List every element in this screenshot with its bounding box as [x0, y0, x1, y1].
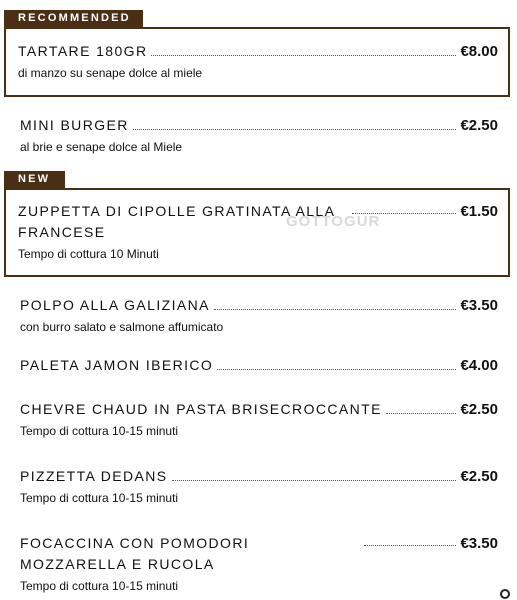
- recommended-badge: RECOMMENDED: [4, 10, 143, 27]
- item-name: PALETA JAMON IBERICO: [20, 357, 214, 373]
- leader-dots: [352, 201, 456, 214]
- item-name: POLPO ALLA GALIZIANA: [20, 297, 210, 313]
- item-description: al brie e senape dolce al Miele: [20, 140, 183, 154]
- item-name: ZUPPETTA DI CIPOLLE GRATINATA ALLA FRANCESE: [18, 203, 335, 240]
- item-price: €2.50: [460, 401, 498, 418]
- item-price: €2.50: [460, 468, 498, 485]
- watermark: GOTTOGUR: [286, 213, 381, 230]
- leader-dots: [364, 533, 456, 546]
- menu-item[interactable]: [4, 399, 510, 439]
- item-price: €3.50: [460, 535, 498, 552]
- leader-dots: [133, 115, 457, 130]
- item-name: PIZZETTA DEDANS: [20, 468, 168, 484]
- item-description: Tempo di cottura 10 Minuti: [18, 247, 159, 261]
- leader-dots: [172, 466, 457, 481]
- leader-dots: [151, 41, 456, 56]
- item-price: €1.50: [460, 203, 498, 220]
- menu-item[interactable]: [4, 201, 510, 262]
- item-description: di manzo su senape dolce al miele: [18, 66, 203, 80]
- item-description: Tempo di cottura 10-15 minuti: [20, 491, 179, 505]
- item-description: Tempo di cottura 10-15 minuti: [20, 579, 179, 593]
- scroll-indicator-icon: [500, 589, 510, 599]
- leader-dots: [214, 295, 457, 310]
- menu-item[interactable]: [4, 115, 510, 155]
- item-price: €8.00: [460, 43, 498, 60]
- item-name: MINI BURGER: [20, 117, 129, 133]
- item-name: TARTARE 180GR: [18, 43, 148, 59]
- item-name: FOCACCINA CON POMODORI MOZZARELLA E RUCOLA: [20, 535, 250, 572]
- menu-item[interactable]: [4, 533, 510, 594]
- item-description: con burro salato e salmone affumicato: [20, 320, 224, 334]
- leader-dots: [217, 355, 456, 370]
- leader-dots: [386, 399, 457, 414]
- menu-item[interactable]: [4, 41, 510, 81]
- new-badge: NEW: [4, 171, 65, 188]
- item-price: €3.50: [460, 297, 498, 314]
- item-price: €2.50: [460, 117, 498, 134]
- item-name: CHEVRE CHAUD IN PASTA BRISECROCCANTE: [20, 401, 382, 417]
- item-price: €4.00: [460, 357, 498, 374]
- menu-item[interactable]: [4, 295, 510, 335]
- menu-item[interactable]: [4, 466, 510, 506]
- menu-item[interactable]: [4, 355, 510, 376]
- item-description: Tempo di cottura 10-15 minuti: [20, 424, 179, 438]
